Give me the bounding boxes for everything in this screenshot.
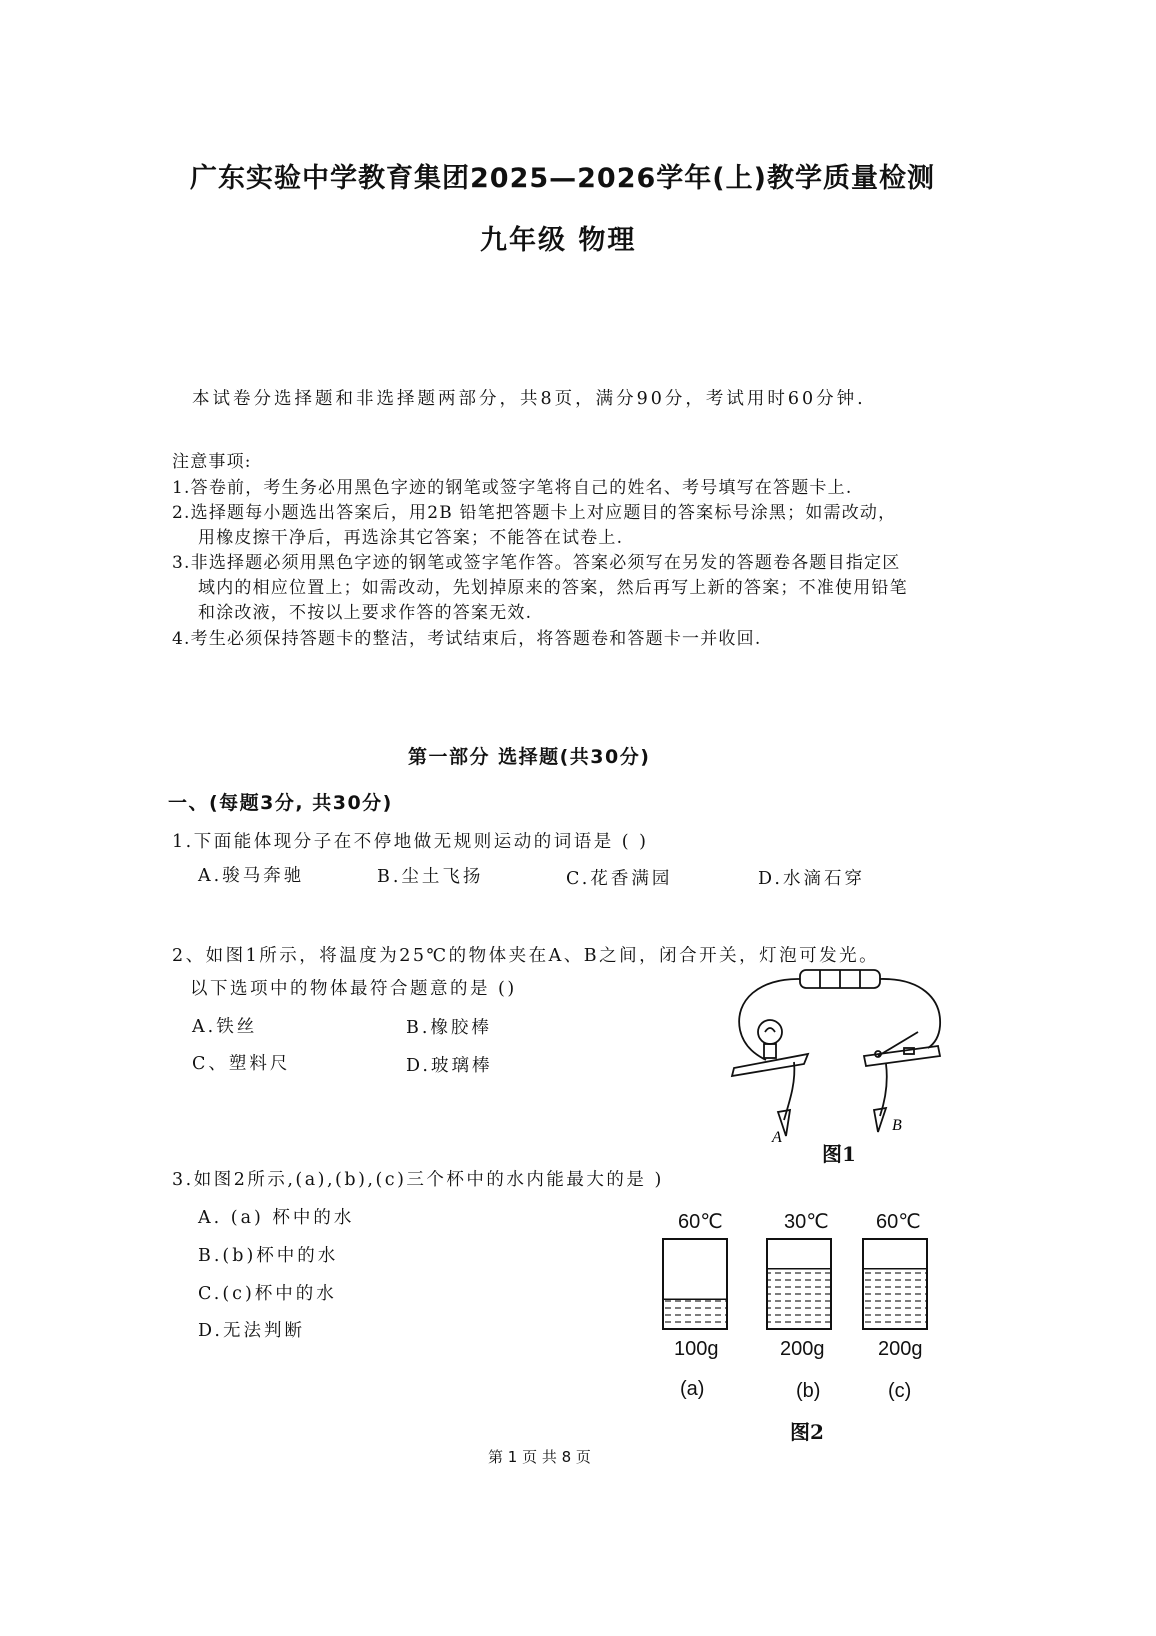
cup-c-tag: (c)	[888, 1380, 912, 1402]
cup-b-tag: (b)	[796, 1380, 821, 1402]
cup-b-temp: 30℃	[784, 1211, 829, 1233]
note-line: 和涂改液，不按以上要求作答的答案无效.	[198, 603, 533, 623]
question-2-stem-2: 以下选项中的物体最符合题意的是 ()	[190, 979, 517, 999]
clip-a-label: A	[772, 1129, 782, 1146]
clip-b-icon	[874, 1108, 886, 1132]
note-line: 3.非选择题必须用黑色字迹的钢笔或签字笔作答。答案必须写在另发的答题卷各题目指定区	[172, 553, 901, 573]
page-footer: 第 1 页 共 8 页	[488, 1448, 591, 1466]
notes-heading: 注意事项:	[172, 452, 252, 472]
question-2-stem: 2、如图1所示，将温度为25℃的物体夹在A、B之间，闭合开关，灯泡可发光。	[172, 946, 880, 966]
clip-b-label: B	[892, 1117, 902, 1134]
cup-b-mass: 200g	[780, 1338, 825, 1360]
question-1-stem: 1.下面能体现分子在不停地做无规则运动的词语是 ( )	[172, 832, 649, 852]
q2-option-a: A.铁丝	[192, 1017, 258, 1037]
cup-a-tag: (a)	[680, 1378, 705, 1400]
q1-option-d: D.水滴石穿	[758, 869, 865, 889]
q1-option-a: A.骏马奔驰	[198, 866, 305, 886]
bulb-icon	[758, 1020, 782, 1044]
cup-c-temp: 60℃	[876, 1211, 921, 1233]
page-title: 广东实验中学教育集团2025—2026学年(上)教学质量检测	[190, 163, 935, 194]
q2-option-c: C、塑料尺	[192, 1054, 291, 1074]
section-heading: 一、(每题3分, 共30分)	[168, 792, 393, 814]
note-line: 1.答卷前，考生务必用黑色字迹的钢笔或签字笔将自己的姓名、考号填写在答题卡上.	[172, 478, 853, 498]
q2-option-b: B.橡胶棒	[406, 1018, 492, 1038]
note-line: 用橡皮擦干净后，再选涂其它答案；不能答在试卷上.	[198, 528, 624, 548]
water-fill	[864, 1269, 926, 1329]
cup-icon	[767, 1239, 831, 1329]
water-fill	[664, 1299, 726, 1329]
cup-c-mass: 200g	[878, 1338, 923, 1360]
exam-intro: 本试卷分选择题和非选择题两部分，共8页，满分90分，考试用时60分钟.	[192, 389, 866, 409]
figure-2-label: 图2	[790, 1420, 824, 1444]
cup-icon	[663, 1239, 727, 1329]
cup-a-temp: 60℃	[678, 1211, 723, 1233]
note-line: 2.选择题每小题选出答案后，用2B 铅笔把答题卡上对应题目的答案标号涂黑；如需改动，	[172, 503, 897, 523]
figure-2-cups	[655, 1235, 945, 1335]
q3-option-d: D.无法判断	[198, 1321, 305, 1341]
cup-icon	[863, 1239, 927, 1329]
part-heading: 第一部分 选择题(共30分)	[408, 746, 651, 768]
q1-option-c: C.花香满园	[566, 869, 673, 889]
q1-option-b: B.尘土飞扬	[377, 867, 484, 887]
q2-option-d: D.玻璃棒	[406, 1056, 493, 1076]
water-fill	[768, 1269, 830, 1329]
question-3-stem: 3.如图2所示,(a),(b),(c)三个杯中的水内能最大的是 )	[172, 1170, 664, 1190]
q3-option-c: C.(c)杯中的水	[198, 1284, 337, 1304]
q3-option-a: A. (a) 杯中的水	[198, 1208, 355, 1228]
switch-icon	[878, 1032, 918, 1056]
figure-1-label: 图1	[822, 1142, 856, 1166]
note-line: 域内的相应位置上；如需改动，先划掉原来的答案，然后再写上新的答案；不准使用铅笔	[198, 578, 908, 598]
cup-a-mass: 100g	[674, 1338, 719, 1360]
q3-option-b: B.(b)杯中的水	[198, 1246, 339, 1266]
page-subtitle: 九年级 物理	[480, 225, 637, 256]
note-line: 4.考生必须保持答题卡的整洁，考试结束后，将答题卷和答题卡一并收回.	[172, 629, 762, 649]
